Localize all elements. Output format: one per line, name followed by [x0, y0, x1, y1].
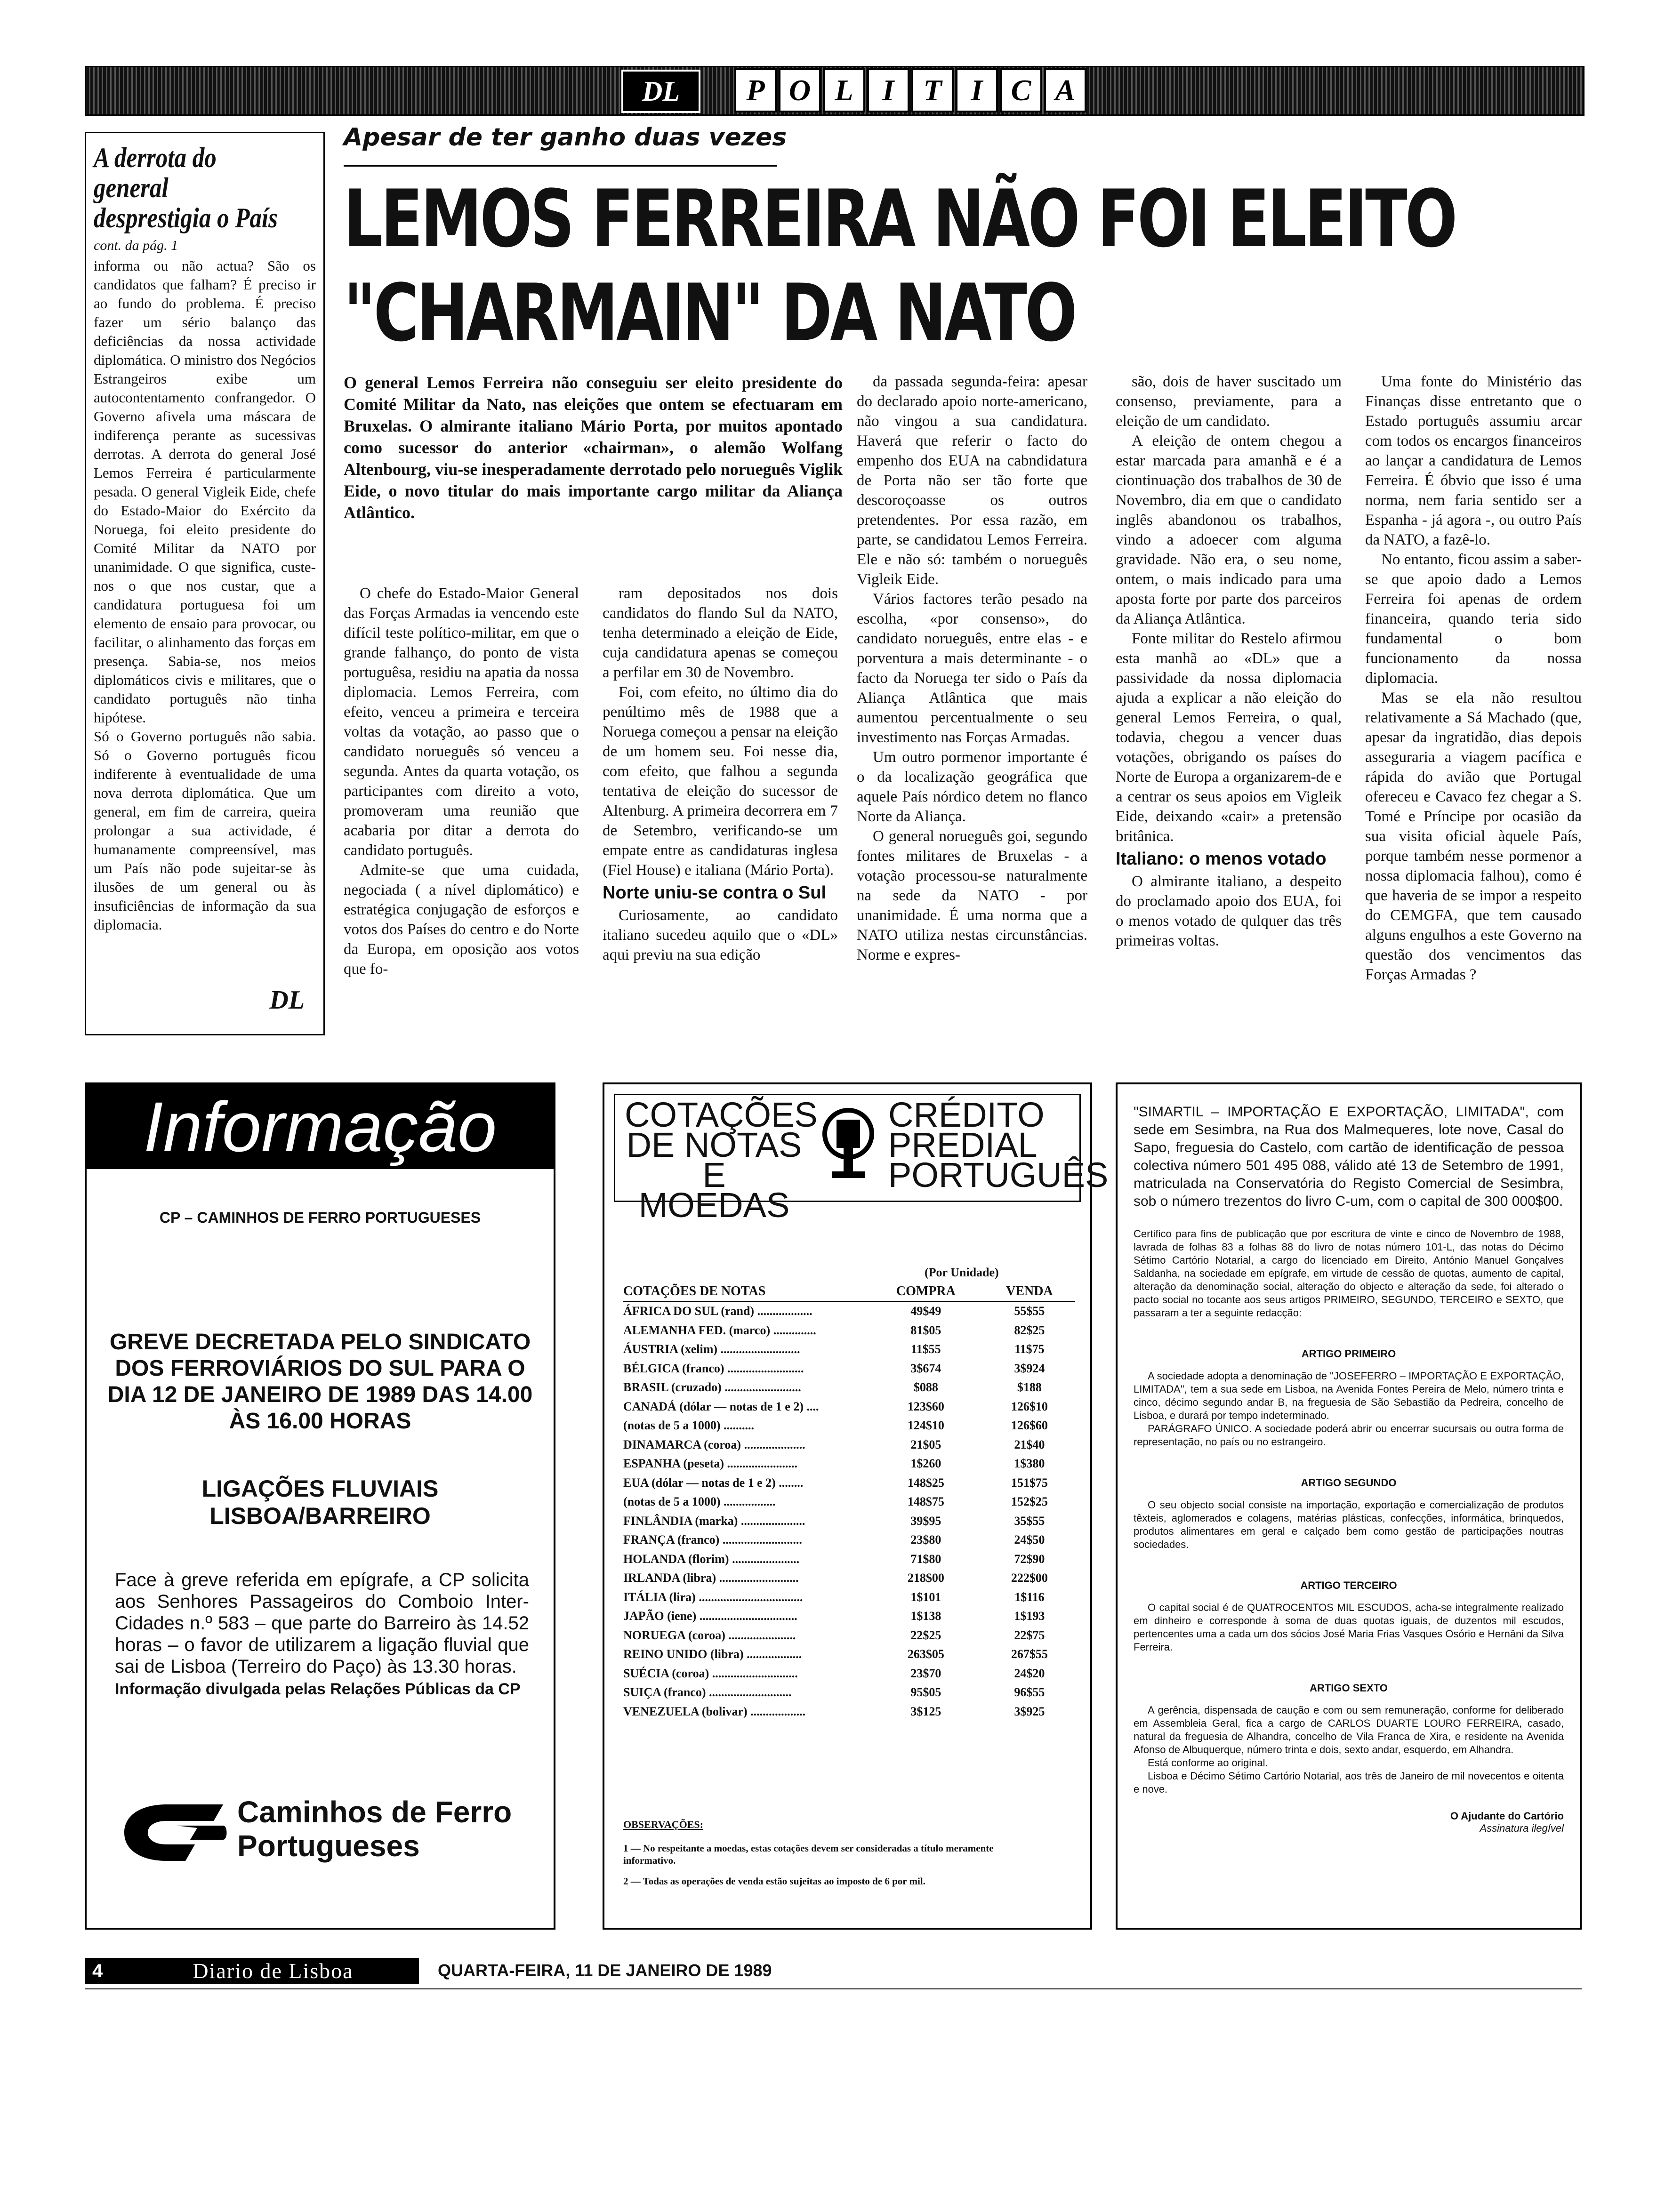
rate-sell: 11$75 [1014, 1342, 1045, 1356]
rate-row [623, 1378, 1075, 1397]
rates-title [625, 1095, 818, 1225]
article-paragraph: O capital social é de QUATROCENTOS MIL ESCUDOS, acha-se integralmente realizado em dinheiro e corresponde à soma de duas quotas iguais, de duzentos mil escudos, pertencentes uma a cada um dos sócios José Maria Frias Vasques Osório e Hernâni da Silva Ferreira. [1134, 1602, 1564, 1653]
rate-row [623, 1569, 1075, 1588]
rate-sell: 126$10 [1011, 1399, 1048, 1413]
rate-row [623, 1474, 1075, 1493]
article-paragraph: PARÁGRAFO ÚNICO. A sociedade poderá abrir ou encerrar sucursais ou outra forma de representação, no país ou no estrangeiro. [1134, 1423, 1564, 1448]
rates-title-line: E MOEDAS [638, 1155, 790, 1225]
cp-logo-icon [115, 1800, 228, 1866]
rate-row [623, 1340, 1075, 1359]
rate-buy: 49$49 [910, 1304, 941, 1318]
rate-buy: 123$60 [907, 1399, 944, 1413]
article-lede: O general Lemos Ferreira não conseguiu ser eleito presidente do Comité Militar da Nato, nas eleições que ontem se efectuaram em Bruxelas. O almirante italiano Mário Porta, por muitos apontado como sucessor do anterior «chairman», o alemão Wolfang Altenbourg, viu-se inesperadamente derrotado pelo norueguês Viglik Eide, o novo titular do mais importante cargo militar da Aliança Atlântico. [344, 373, 843, 522]
rate-row [623, 1664, 1075, 1683]
info-title: Informação [87, 1084, 554, 1169]
rate-sell: 35$55 [1014, 1514, 1045, 1528]
rate-sell: 1$380 [1014, 1457, 1045, 1471]
exchange-rates-box [603, 1082, 1109, 1930]
info-strike: GREVE DECRETADA PELO SINDICATO DOS FERROVIÁRIOS DO SUL PARA O DIA 12 DE JANEIRO DE 1989 DAS 14.00 ÀS 16.00 HORAS [107, 1330, 533, 1434]
rate-buy: 218$00 [907, 1571, 944, 1585]
paragraph: ram depositados nos dois candidatos do flando Sul da NATO, tenha determinado a eleição de Eide, cuja candidatura apenas se começou a perfilar em 30 de Novembro. [603, 585, 838, 681]
paragraph: No entanto, ficou assim a saber-se que apoio dado a Lemos Ferreira foi apenas de ordem financeira, quando teria sido fundamental o bom funcionamento da nossa diplomacia. [1365, 551, 1582, 687]
rate-row [623, 1512, 1075, 1531]
paragraph: Vários factores terão pesado na escolha, «por consenso», do candidato norueguês, entre elas - e porventura a mais determinante - o facto da Noruega ter sido o País da Aliança Atlântica que mais aumentou percentualmente o seu investimento nas Forças Armadas. [857, 591, 1087, 746]
rate-sell: 72$90 [1014, 1552, 1045, 1566]
cp-logo-line-1: Caminhos de Ferro [237, 1795, 512, 1829]
article-title: ARTIGO TERCEIRO [1300, 1579, 1397, 1591]
article-text [1134, 1370, 1564, 1449]
rates-title-line: DE NOTAS [626, 1125, 802, 1164]
rate-buy: 71$80 [910, 1552, 941, 1566]
sidebar-paragraph: Só o Governo português não sabia. Só o Governo português ficou indiferente à eventualidade de uma nova derrota diplomática. Que um general, em fim de carreira, queira prolongar a sua actividade, é humanamente compreensível, mas um País não pode sujeitar-se às ilusões de um general ou às insuficiências de informação da sua diplomacia. [94, 728, 316, 933]
bank-emblem-icon [818, 1106, 879, 1186]
issue-date: QUARTA-FEIRA, 11 DE JANEIRO DE 1989 [438, 1961, 772, 1980]
section-letter: T [911, 68, 954, 112]
section-letter: O [779, 68, 821, 112]
rate-row [623, 1435, 1075, 1455]
sidebar-paragraph: informa ou não actua? São os candidatos que falham? É preciso ir ao fundo do problema. É preciso fazer um sério balanço das deficiências da nossa actividade diplomática. O ministro dos Negócios Estrangeiros exibe um autocontentamento confrangedor. O Governo afivela uma máscara de indiferença perante as sucessivas derrotas. A derrota do general José Lemos Ferreira é particularmente pesada. O general Vigleik Eide, chefe do Estado-Maior do Exército da Noruega, foi eleito presidente do Comité Militar da NATO por unanimidade. O que significa, custe-nos o que nos custar, que a candidatura portuguesa foi um elemento de ensaio para provocar, ou facilitar, o alinhamento das forças em presença. Sabia-se, nos meios diplomáticos civis e militares, que o candidato português não tinha hipótese. [94, 257, 316, 726]
rates-unit: (Por Unidade) [925, 1266, 999, 1279]
rate-label: ITÁLIA (lira) .................................. [623, 1590, 803, 1604]
paragraph: Mas se ela não resultou relativamente a Sá Machado (que, apesar da ingratidão, dias depois asseguraria a viagem pacífica e rápida do avião que Portugal ofereceu e Cavaco fez chegar a S. Tomé e Príncipe por ocasião da sua visita oficial àquele País, porque também nesse pormenor a nossa diplomacia falhou), como é que haveria de se impor a respeito do CEMGFA, que tem causado alguns engulhos a este Governo na questão dos vencimentos das Forças Armadas ? [1365, 689, 1582, 983]
article-paragraph: A sociedade adopta a denominação de "JOSEFERRO – IMPORTAÇÃO E EXPORTAÇÃO, LIMITADA", tem a sua sede em Lisboa, na Avenida Fontes Pereira de Melo, número trinta e cinco, décimo segundo andar B, na freguesia de São Sebastião da Pedreira, concelho de Lisboa, e durará por tempo indeterminado. [1134, 1370, 1564, 1421]
notice-signature [1134, 1810, 1564, 1835]
sidebar-signature: DL [269, 986, 305, 1015]
rate-label: FRANÇA (franco) .......................... [623, 1533, 802, 1547]
rate-label: CANADÁ (dólar — notas de 1 e 2) .... [623, 1399, 819, 1413]
article-paragraph: Lisboa e Décimo Sétimo Cartório Notarial, aos três de Janeiro de mil novecentos e oitenta e nove. [1134, 1770, 1564, 1795]
rate-label: EUA (dólar — notas de 1 e 2) ........ [623, 1475, 804, 1490]
rate-buy: 3$674 [910, 1361, 941, 1375]
paragraph: Fonte militar do Restelo afirmou esta manhã ao «DL» que a passividade da nossa diplomacia ajuda a explicar a não eleição do general Lemos Ferreira, o qual, todavia, chegou a vencer duas votações, obrigando os países do Norte de Europa a organizarem-de e a centrar os seus apoios em Vigleik Eide, deixando «cair» a pretensão britânica. [1116, 630, 1342, 845]
rate-row [623, 1531, 1075, 1550]
legal-notice [1116, 1082, 1582, 1930]
cp-information-ad [85, 1082, 555, 1930]
rate-row [623, 1359, 1075, 1378]
rate-row [623, 1397, 1075, 1417]
rate-sell: 24$50 [1014, 1533, 1045, 1547]
bank-name-line: PORTUGUÊS [888, 1155, 1109, 1194]
article-column-1 [344, 584, 579, 979]
section-letter: P [734, 68, 777, 112]
rate-label: (notas de 5 a 1000) .......... [623, 1419, 755, 1433]
article-paragraph: A gerência, dispensada de caução e com ou sem remuneração, conforme for deliberado em Assembleia Geral, fica a cargo de CARLOS DUARTE LOURO FERREIRA, casado, natural da freguesia de Alhandra, concelho de Vila Franca de Xira, e residente na Avenida Afonso de Albuquerque, número trinta e dois, sexto andar, esquerdo, em Alhandra. [1134, 1704, 1564, 1755]
cp-logo-text [237, 1795, 512, 1863]
section-letter: I [956, 68, 998, 112]
rate-label: VENEZUELA (bolivar) .................. [623, 1704, 806, 1718]
info-connection: LIGAÇÕES FLUVIAIS LISBOA/BARREIRO [201, 1475, 439, 1529]
notice-signature-note: Assinatura ilegível [1480, 1822, 1564, 1834]
rate-buy: 124$10 [907, 1419, 944, 1433]
sidebar-continued: cont. da pág. 1 [94, 238, 178, 253]
article-text [1134, 1499, 1564, 1551]
article-text [1134, 1601, 1564, 1654]
rate-buy: 263$05 [907, 1647, 944, 1661]
rate-label: (notas de 5 a 1000) ................. [623, 1495, 776, 1509]
subheading: Norte uniu-se contra o Sul [603, 883, 827, 903]
rate-label: ÁFRICA DO SUL (rand) .................. [623, 1304, 812, 1318]
article-title: ARTIGO SEXTO [1310, 1682, 1388, 1694]
paragraph: Curiosamente, ao candidato italiano sucedeu aquilo que o «DL» aqui previu na sua edição [603, 907, 838, 963]
rate-sell: 3$925 [1014, 1704, 1045, 1718]
rate-buy: 23$70 [910, 1666, 941, 1680]
rate-row [623, 1683, 1075, 1702]
rate-sell: 222$00 [1011, 1571, 1048, 1585]
rate-sell: 1$116 [1014, 1590, 1045, 1604]
rate-buy: 11$55 [911, 1342, 941, 1356]
rate-buy: $088 [913, 1380, 938, 1395]
article-column-4 [1116, 372, 1342, 951]
rate-sell: 126$60 [1011, 1419, 1048, 1433]
info-body: Face à greve referida em epígrafe, a CP solicita aos Senhores Passageiros do Comboio Inter-Cidades n.º 583 – que parte do Barreiro às 14.52 horas – o favor de utilizarem a ligação fluvial que sai de Lisboa (Terreiro do Paço) às 13.30 horas. [115, 1570, 529, 1677]
rate-buy: 23$80 [910, 1533, 941, 1547]
rate-sell: 267$55 [1011, 1647, 1048, 1661]
rate-label: ÁUSTRIA (xelim) .......................... [623, 1342, 800, 1356]
article-paragraph: O seu objecto social consiste na importação, exportação e comercialização de produtos têxteis, aglomerados e colagens, matérias plásticas, confecções, informática, brinquedos, produtos alimentares em geral e calçado bem como gestão de participações noutras sociedades. [1134, 1499, 1564, 1550]
rate-sell: 82$25 [1014, 1323, 1045, 1337]
article-title: ARTIGO SEGUNDO [1301, 1477, 1397, 1489]
rates-header [614, 1094, 1109, 1225]
rate-buy: 22$25 [910, 1628, 941, 1642]
paragraph: Admite-se que uma cuidada, negociada ( a nível diplomático) e estratégica conjugação de esforços e votos dos Países do centro e do Norte da Europa, em oposição aos votos que fo- [344, 862, 579, 978]
article-paragraph: Está conforme ao original. [1148, 1757, 1268, 1769]
rate-sell: $188 [1017, 1380, 1042, 1395]
rate-row [623, 1301, 1075, 1321]
rate-sell: 22$75 [1014, 1628, 1045, 1642]
footer-rule [85, 1988, 1582, 1989]
rate-buy: 95$05 [910, 1685, 941, 1699]
article-column-3 [857, 372, 1087, 965]
rate-sell: 152$25 [1011, 1495, 1048, 1509]
rate-buy: 81$05 [910, 1323, 941, 1337]
paragraph: O general norueguês goi, segundo fontes militares de Bruxelas - a votação processou-se naturalmente na sede da NATO - por unanimidade. É uma norma que a NATO utiliza nestas circunstâncias. Norme e expres- [857, 828, 1087, 963]
bank-name [888, 1095, 1109, 1194]
kicker-rule [344, 165, 777, 167]
article-kicker: Apesar de ter ganho duas vezes [344, 123, 787, 152]
subheading: Italiano: o menos votado [1116, 849, 1327, 869]
rate-buy: 3$125 [910, 1704, 941, 1718]
cp-logo-line-2: Portugueses [237, 1829, 420, 1863]
rate-label: FINLÂNDIA (marka) ..................... [623, 1514, 805, 1528]
info-credit: Informação divulgada pelas Relações Públicas da CP [115, 1680, 521, 1698]
rate-label: ALEMANHA FED. (marco) .............. [623, 1323, 816, 1337]
headline-line-1: LEMOS FERREIRA NÃO FOI ELEITO [344, 173, 1456, 265]
rates-col-label: COTAÇÕES DE NOTAS [623, 1282, 868, 1301]
rate-row [623, 1588, 1075, 1607]
info-company: CP – CAMINHOS DE FERRO PORTUGUESES [159, 1209, 481, 1226]
rate-label: IRLANDA (libra) .......................... [623, 1571, 799, 1585]
rate-label: JAPÃO (iene) ................................ [623, 1609, 797, 1623]
notice-intro: "SIMARTIL – IMPORTAÇÃO E EXPORTAÇÃO, LIMITADA", com sede em Sesimbra, na Rua dos Malmequeres, lote nove, Casal do Sapo, freguesia do Castelo, com cartão de identificação de pessoa colectiva número 501 495 088, válido até 13 de Setembro de 1991, matriculada na Conservatória do Registo Comercial de Sesimbra, sob o número trezentos do livro C-um, com o capital de 300 000$00. [1134, 1104, 1564, 1209]
rate-label: NORUEGA (coroa) ...................... [623, 1628, 796, 1642]
rate-label: REINO UNIDO (libra) .................. [623, 1647, 802, 1661]
paragraph: Um outro pormenor importante é o da localização geográfica que aquele País nórdico detem no flanco Norte da Aliança. [857, 749, 1087, 825]
rate-buy: 39$95 [910, 1514, 941, 1528]
rate-label: BÉLGICA (franco) ......................... [623, 1361, 804, 1375]
rate-row [623, 1626, 1075, 1645]
rates-table-body [623, 1301, 1075, 1721]
rate-sell: 3$924 [1014, 1361, 1045, 1375]
notice-certificate: Certifico para fins de publicação que por escritura de vinte e cinco de Novembro de 1988, lavrada de folhas 83 a folhas 88 do livro de notas número 101-L, das notas do Décimo Sétimo Cartório Notarial, a cargo do licenciado em Direito, António Manuel Gonçalves Saldanha, na sociedade em epígrafe, em virtude de cessão de quotas, aumento de capital, alteração da denominação social, alteração do objecto e alteração da sede, foi alterado o pacto social no tocante aos seus artigos PRIMEIRO, SEGUNDO, TERCEIRO e SEXTO, que passaram a ter a seguinte redacção: [1134, 1228, 1564, 1319]
rate-row [623, 1702, 1075, 1722]
rate-buy: 1$138 [910, 1609, 941, 1623]
rates-table [623, 1282, 1075, 1721]
paragraph: Foi, com efeito, no último dia do penúltimo mês de 1988 que a Noruega começou a pensar na eleição de um homem seu. Foi nesse dia, com efeito, que falhou a segunda tentativa de eleição do sucessor de Altenburg. A primeira decorrera em 7 de Setembro, verificando-se um empate entre as candidaturas inglesa (Fiel House) e italiana (Mário Porta). [603, 684, 838, 879]
section-title [734, 68, 1088, 111]
article-title: ARTIGO PRIMEIRO [1301, 1348, 1396, 1360]
section-letter: L [823, 68, 865, 112]
rate-buy: 21$05 [910, 1437, 941, 1451]
bank-name-line: CRÉDITO [888, 1095, 1045, 1134]
rate-sell: 96$55 [1014, 1685, 1045, 1699]
rate-label: ESPANHA (peseta) ....................... [623, 1457, 798, 1471]
rate-sell: 55$55 [1014, 1304, 1045, 1318]
rate-buy: 1$101 [910, 1590, 941, 1604]
section-letter: I [867, 68, 909, 112]
rate-row [623, 1454, 1075, 1474]
article-text [1134, 1704, 1564, 1796]
rate-row [623, 1321, 1075, 1340]
rates-col-buy: COMPRA [868, 1282, 984, 1301]
rate-label: HOLANDA (florim) ...................... [623, 1552, 800, 1566]
rate-sell: 151$75 [1011, 1475, 1048, 1490]
sidebar-title: A derrota do general desprestigia o País [94, 142, 278, 233]
rate-label: SUIÇA (franco) ........................... [623, 1685, 792, 1699]
rates-note: 2 — Todas as operações de venda estão sujeitas ao imposto de 6 por mil. [623, 1875, 925, 1887]
bank-name-line: PREDIAL [888, 1125, 1038, 1164]
rate-row [623, 1550, 1075, 1569]
rate-row [623, 1492, 1075, 1512]
headline-line-2: "CHARMAIN" DA NATO [344, 267, 1075, 359]
article-column-2 [603, 584, 838, 965]
rate-sell: 24$20 [1014, 1666, 1045, 1680]
rates-title-line: COTAÇÕES [625, 1095, 818, 1134]
rate-row [623, 1416, 1075, 1435]
rates-observations-title: OBSERVAÇÕES: [623, 1819, 703, 1830]
rate-sell: 1$193 [1014, 1609, 1045, 1623]
rate-sell: 21$40 [1014, 1437, 1045, 1451]
rate-label: SUÉCIA (coroa) ............................ [623, 1666, 798, 1680]
notice-signer: O Ajudante do Cartório [1450, 1810, 1564, 1822]
section-letter: C [1000, 68, 1042, 112]
rate-label: BRASIL (cruzado) ......................... [623, 1380, 801, 1395]
rate-label: DINAMARCA (coroa) .................... [623, 1437, 805, 1451]
paragraph: A eleição de ontem chegou a estar marcada para amanhã e é a ciontinuação dos trabalhos de 30 de Novembro, dia em que o candidato inglês abandonou os trabalhos, vindo a adoecer com alguma gravidade. Não era, o seu nome, ontem, o mais indicado para uma aposta forte por parte dos parceiros da Aliança Atlântica. [1116, 433, 1342, 627]
rate-buy: 148$75 [907, 1495, 944, 1509]
paragraph: O chefe do Estado-Maior General das Forças Armadas ia vencendo este difícil teste político-militar, em que o grande falhanço, do ponto de vista portuguêsa, residiu na apatia da nossa diplomacia. Lemos Ferreira, com efeito, venceu a primeira e terceira voltas da votação, ao passo que o candidato norueguês só venceu a segunda. Antes da quarta votação, os participantes com direito a voto, promoveram uma reunião que acabaria por ditar a derrota do candidato português. [344, 585, 579, 859]
sidebar-column [85, 132, 325, 1035]
sidebar-body [94, 256, 316, 934]
paragraph: O almirante italiano, a despeito do proclamado apoio dos EUA, foi o menos votado de qulquer das três primeiras voltas. [1116, 873, 1342, 949]
rate-row [623, 1607, 1075, 1626]
article-column-5 [1365, 372, 1582, 985]
newspaper-logo: DL [621, 70, 700, 113]
rates-col-sell: VENDA [984, 1282, 1075, 1301]
paragraph: Uma fonte do Ministério das Finanças disse entretanto que o Estado português assumiu arcar com todos os encargos financeiros ao lançar a candidatura de Lemos Ferreira. É óbvio que isso é uma norma, nem faria sentido ser a Espanha - já agora -, ou outro País da NATO, a fazê-lo. [1365, 373, 1582, 548]
rate-row [623, 1645, 1075, 1664]
newspaper-name: Diario de Lisboa [127, 1958, 419, 1984]
page-number: 4 [85, 1958, 127, 1984]
rate-buy: 1$260 [910, 1457, 941, 1471]
paragraph: são, dois de haver suscitado um consenso, previamente, para a eleição de um candidato. [1116, 373, 1342, 430]
paragraph: da passada segunda-feira: apesar do declarado apoio norte-americano, não vingou a sua candidatura. Haverá que referir o facto do empenho dos EUA na cabndidatura de Porta não ser tão forte que descoroçoasse os outros pretendentes. Por essa razão, em parte, se candidatou Lemos Ferreira. Ele e não só: também o norueguês Vigleik Eide. [857, 373, 1087, 588]
rates-note: 1 — No respeitante a moedas, estas cotações devem ser consideradas a título meramente informativo. [623, 1843, 994, 1866]
section-letter: A [1044, 68, 1086, 112]
rate-buy: 148$25 [907, 1475, 944, 1490]
